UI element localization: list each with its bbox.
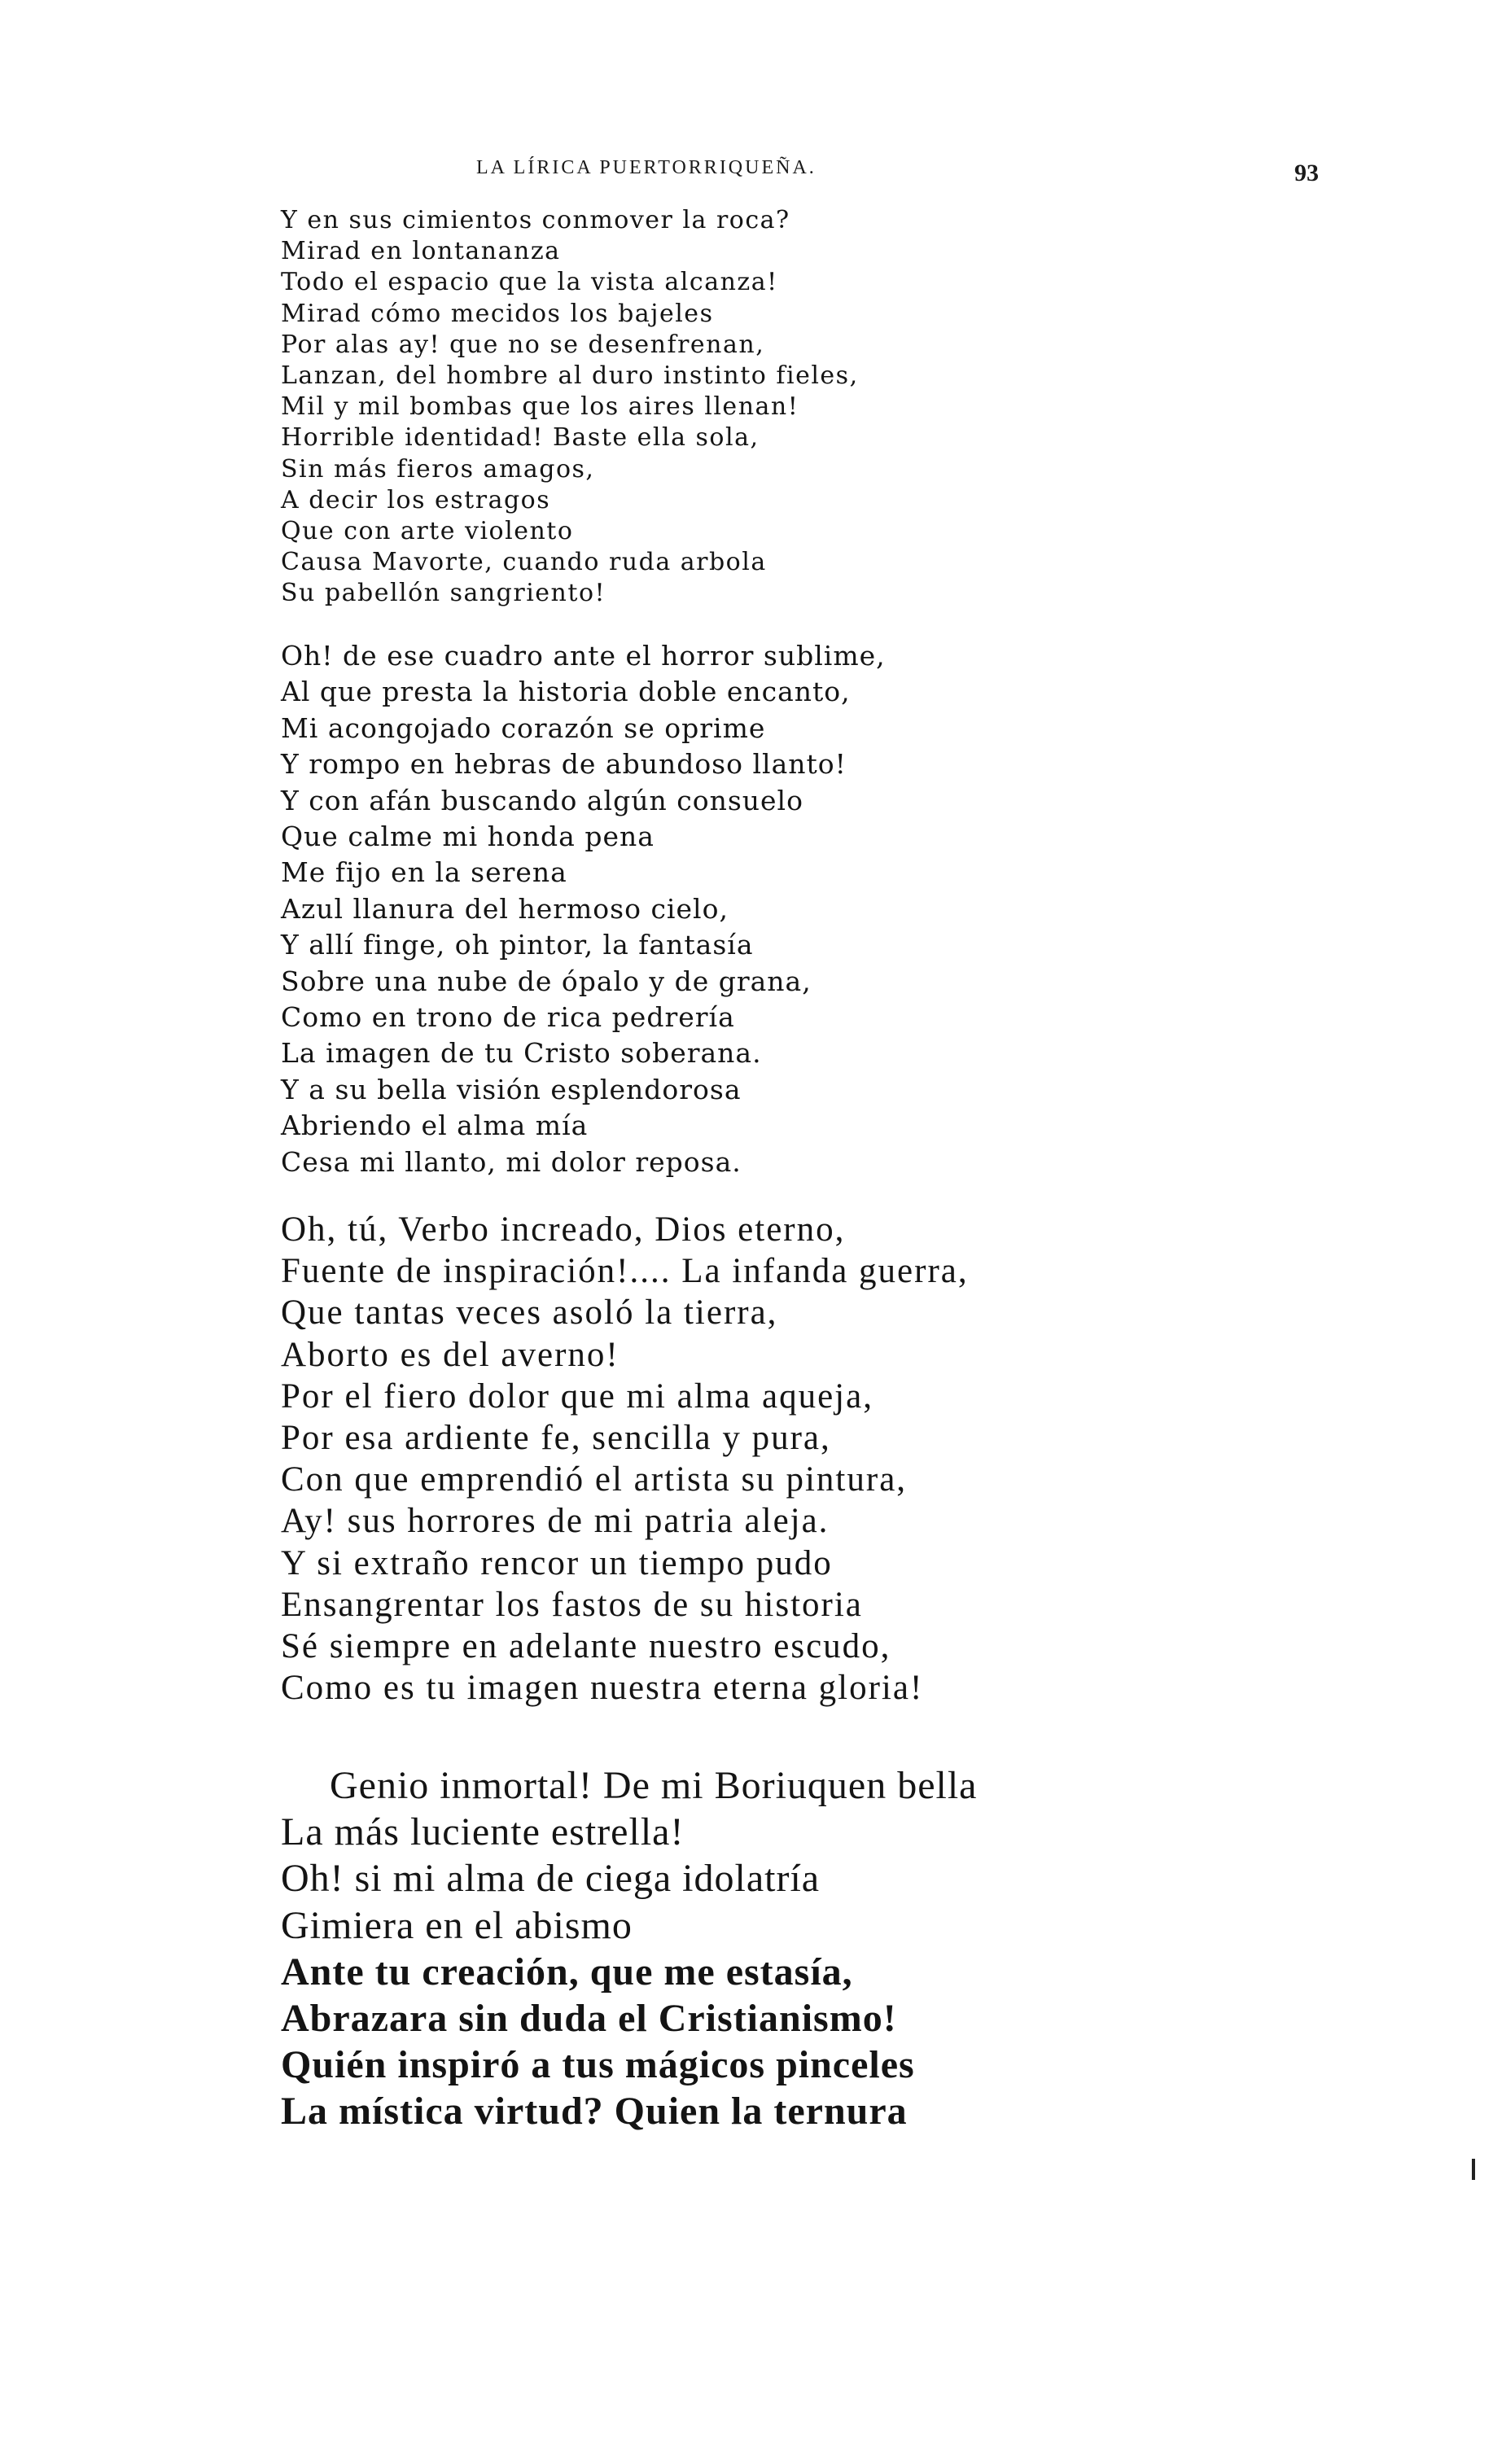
verse-line: Que tantas veces asoló la tierra,	[281, 1293, 778, 1333]
verse-line: Causa Mavorte, cuando ruda arbola	[281, 548, 767, 577]
verse-line: Mirad en lontananza	[281, 237, 561, 266]
verse-line: Como es tu imagen nuestra eterna gloria!	[281, 1669, 924, 1708]
verse-line: Ante tu creación, que me estasía,	[281, 1950, 853, 1994]
verse-line: Oh! si mi alma de ciega idolatría	[281, 1857, 821, 1901]
verse-line: Ay! sus horrores de mi patria aleja.	[281, 1502, 830, 1541]
stanza-1	[281, 205, 1486, 610]
verse-line: Ensangrentar los fastos de su historia	[281, 1585, 863, 1624]
verse-line: Cesa mi llanto, mi dolor reposa.	[281, 1145, 742, 1178]
verse-line: Azul llanura del hermoso cielo,	[281, 892, 729, 925]
verse-line: Que con arte violento	[281, 517, 574, 546]
verse-line: Por el fiero dolor que mi alma aqueja,	[281, 1376, 873, 1416]
verse-line: Que calme mi honda pena	[281, 821, 655, 853]
verse-line: Mirad cómo mecidos los bajeles	[281, 299, 714, 328]
stanza-2	[281, 638, 1486, 1180]
running-head: LA LÍRICA PUERTORRIQUEÑA.	[476, 157, 817, 178]
verse-line: Y allí finge, oh pintor, la fantasía	[281, 929, 754, 961]
verse-line: Y con afán buscando algún consuelo	[281, 784, 803, 816]
verse-line: A decir los estragos	[281, 485, 551, 514]
verse-line: Abrazara sin duda el Cristianismo!	[281, 1997, 897, 2041]
stanza-3	[281, 1209, 1486, 1709]
verse-line: Horrible identidad! Baste ella sola,	[281, 423, 760, 453]
verse-line: Sé siempre en adelante nuestro escudo,	[281, 1627, 891, 1666]
verse-line: Lanzan, del hombre al duro instinto fieles,	[281, 361, 859, 391]
verse-line: Fuente de inspiración!.... La infanda guerra,	[281, 1252, 969, 1291]
verse-line: Y a su bella visión esplendorosa	[281, 1073, 742, 1105]
verse-line: Mil y mil bombas que los aires llenan!	[281, 392, 799, 422]
verse-line: Su pabellón sangriento!	[281, 579, 606, 608]
stanza-4	[281, 1762, 1486, 2135]
verse-line: Por alas ay! que no se desenfrenan,	[281, 330, 765, 359]
verse-line: Al que presta la historia doble encanto,	[281, 676, 851, 708]
verse-line: La mística virtud? Quien la ternura	[281, 2090, 908, 2134]
verse-line: La imagen de tu Cristo soberana.	[281, 1037, 762, 1070]
verse-line: Como en trono de rica pedrería	[281, 1001, 735, 1034]
verse-line: Por esa ardiente fe, sencilla y pura,	[281, 1419, 831, 1458]
verse-line: Gimiera en el abismo	[281, 1903, 633, 1947]
verse-line: Y si extraño rencor un tiempo pudo	[281, 1543, 833, 1582]
verse-line: Me fijo en la serena	[281, 856, 567, 889]
verse-line: Sin más fieros amagos,	[281, 454, 595, 484]
verse-line: Oh! de ese cuadro ante el horror sublime,	[281, 640, 886, 672]
verse-line: Genio inmortal! De mi Boriuquen bella	[330, 1764, 978, 1807]
page-number: 93	[1294, 160, 1319, 186]
verse-line: Todo el espacio que la vista alcanza!	[281, 268, 778, 297]
verse-line: Mi acongojado corazón se oprime	[281, 711, 766, 744]
verse-line: Aborto es del averno!	[281, 1335, 620, 1374]
verse-line: Quién inspiró a tus mágicos pinceles	[281, 2043, 915, 2087]
verse-line: Y rompo en hebras de abundoso llanto!	[281, 748, 847, 781]
verse-line: Sobre una nube de ópalo y de grana,	[281, 965, 812, 997]
verse-line: Y en sus cimientos conmover la roca?	[281, 206, 790, 234]
verse-line: Oh, tú, Verbo increado, Dios eterno,	[281, 1210, 846, 1249]
margin-mark	[1472, 2159, 1475, 2180]
verse-line: La más luciente estrella!	[281, 1810, 685, 1854]
verse-line: Abriendo el alma mía	[281, 1109, 589, 1142]
verse-line: Con que emprendió el artista su pintura,	[281, 1460, 908, 1499]
